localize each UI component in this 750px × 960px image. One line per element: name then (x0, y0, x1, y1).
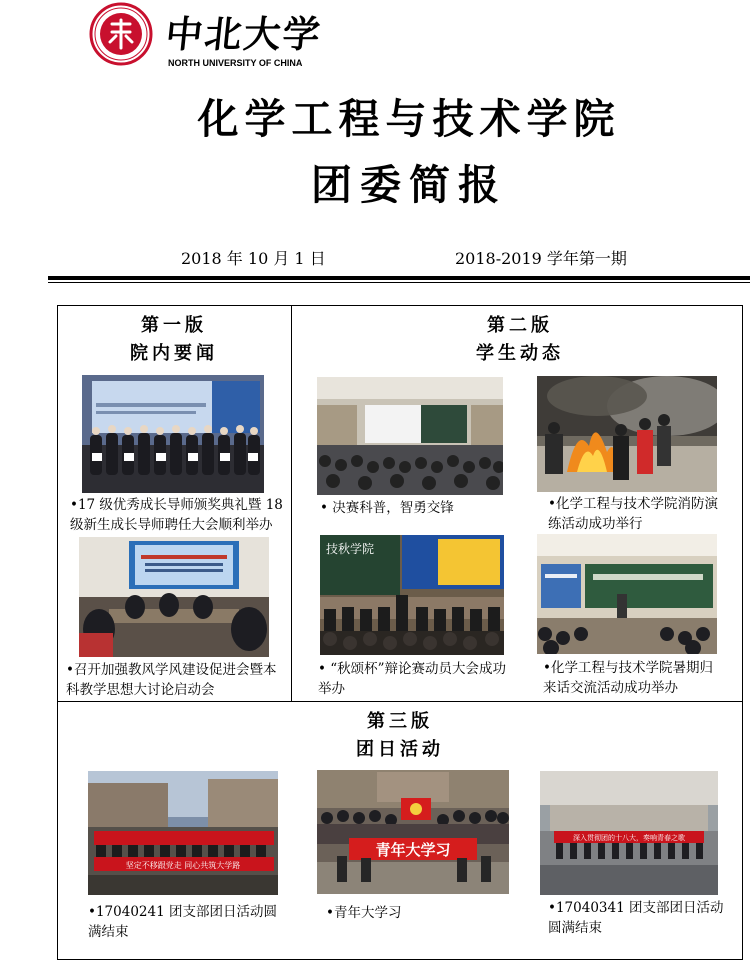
caption-summer-return: •化学工程与技术学院暑期归来话交流活动成功举办 (543, 660, 713, 696)
banner-2-text: 深入贯彻团的十八大，奏响青春之歌 (573, 834, 685, 842)
column-divider (291, 305, 292, 701)
issue-number: 2018-2019 学年第一期 (455, 249, 627, 268)
university-english-name: NORTH UNIVERSITY OF CHINA (168, 58, 303, 68)
caption-fire-drill: •化学工程与技术学院消防演练活动成功举行 (548, 496, 718, 532)
fire-drill-photo (537, 376, 717, 492)
group-banner-photo-1 (88, 771, 278, 895)
header-divider-thin (48, 282, 750, 283)
header-divider-thick (48, 276, 750, 280)
debate-photo (320, 535, 504, 655)
university-name-logo: 中北大学 (163, 12, 324, 56)
section-1-heading: 院内要闻 (130, 343, 218, 364)
university-seal-logo (82, 2, 160, 66)
section-2-heading: 学生动态 (476, 343, 564, 364)
caption-meeting: •召开加强教风学风建设促进会暨本科教学思想大讨论启动会 (66, 662, 277, 698)
youth-banner-text: 青年大学习 (375, 841, 451, 859)
section-2-name: 第二版 (487, 315, 553, 336)
section-3-heading: 团日活动 (356, 739, 444, 760)
caption-youth-study: •青年大学习 (326, 905, 402, 921)
caption-group-banner-1: •17040241 团支部团日活动圆满结束 (88, 904, 277, 940)
summer-return-photo (537, 534, 717, 654)
section-2-header (420, 312, 620, 368)
section-1-name: 第一版 (141, 315, 207, 336)
row-divider (57, 701, 743, 702)
youth-study-photo (317, 770, 509, 894)
competition-photo (317, 377, 503, 495)
debate-board-text: 技秋学院 (326, 542, 375, 556)
caption-award-ceremony: •17 级优秀成长导师颁奖典礼暨 18 级新生成长导师聘任大会顺利举办 (70, 497, 283, 533)
section-1-header (57, 312, 291, 368)
issue-date: 2018 年 10 月 1 日 (181, 249, 326, 268)
award-ceremony-photo (82, 375, 264, 493)
section-3-header (300, 708, 500, 764)
page-title: 化学工程与技术学院 (197, 95, 621, 143)
section-3-name: 第三版 (367, 711, 433, 732)
page-subtitle: 团委简报 (311, 161, 507, 209)
banner-1-text: 坚定不移跟党走 同心共筑大学路 (125, 861, 241, 870)
caption-group-banner-2: •17040341 团支部团日活动圆满结束 (548, 900, 724, 936)
caption-debate: • “秋颂杯”辩论赛动员大会成功举办 (318, 661, 507, 697)
meeting-photo (79, 537, 269, 657)
caption-competition: • 决赛科普，智勇交锋 (320, 500, 454, 516)
group-banner-photo-2 (540, 771, 718, 895)
